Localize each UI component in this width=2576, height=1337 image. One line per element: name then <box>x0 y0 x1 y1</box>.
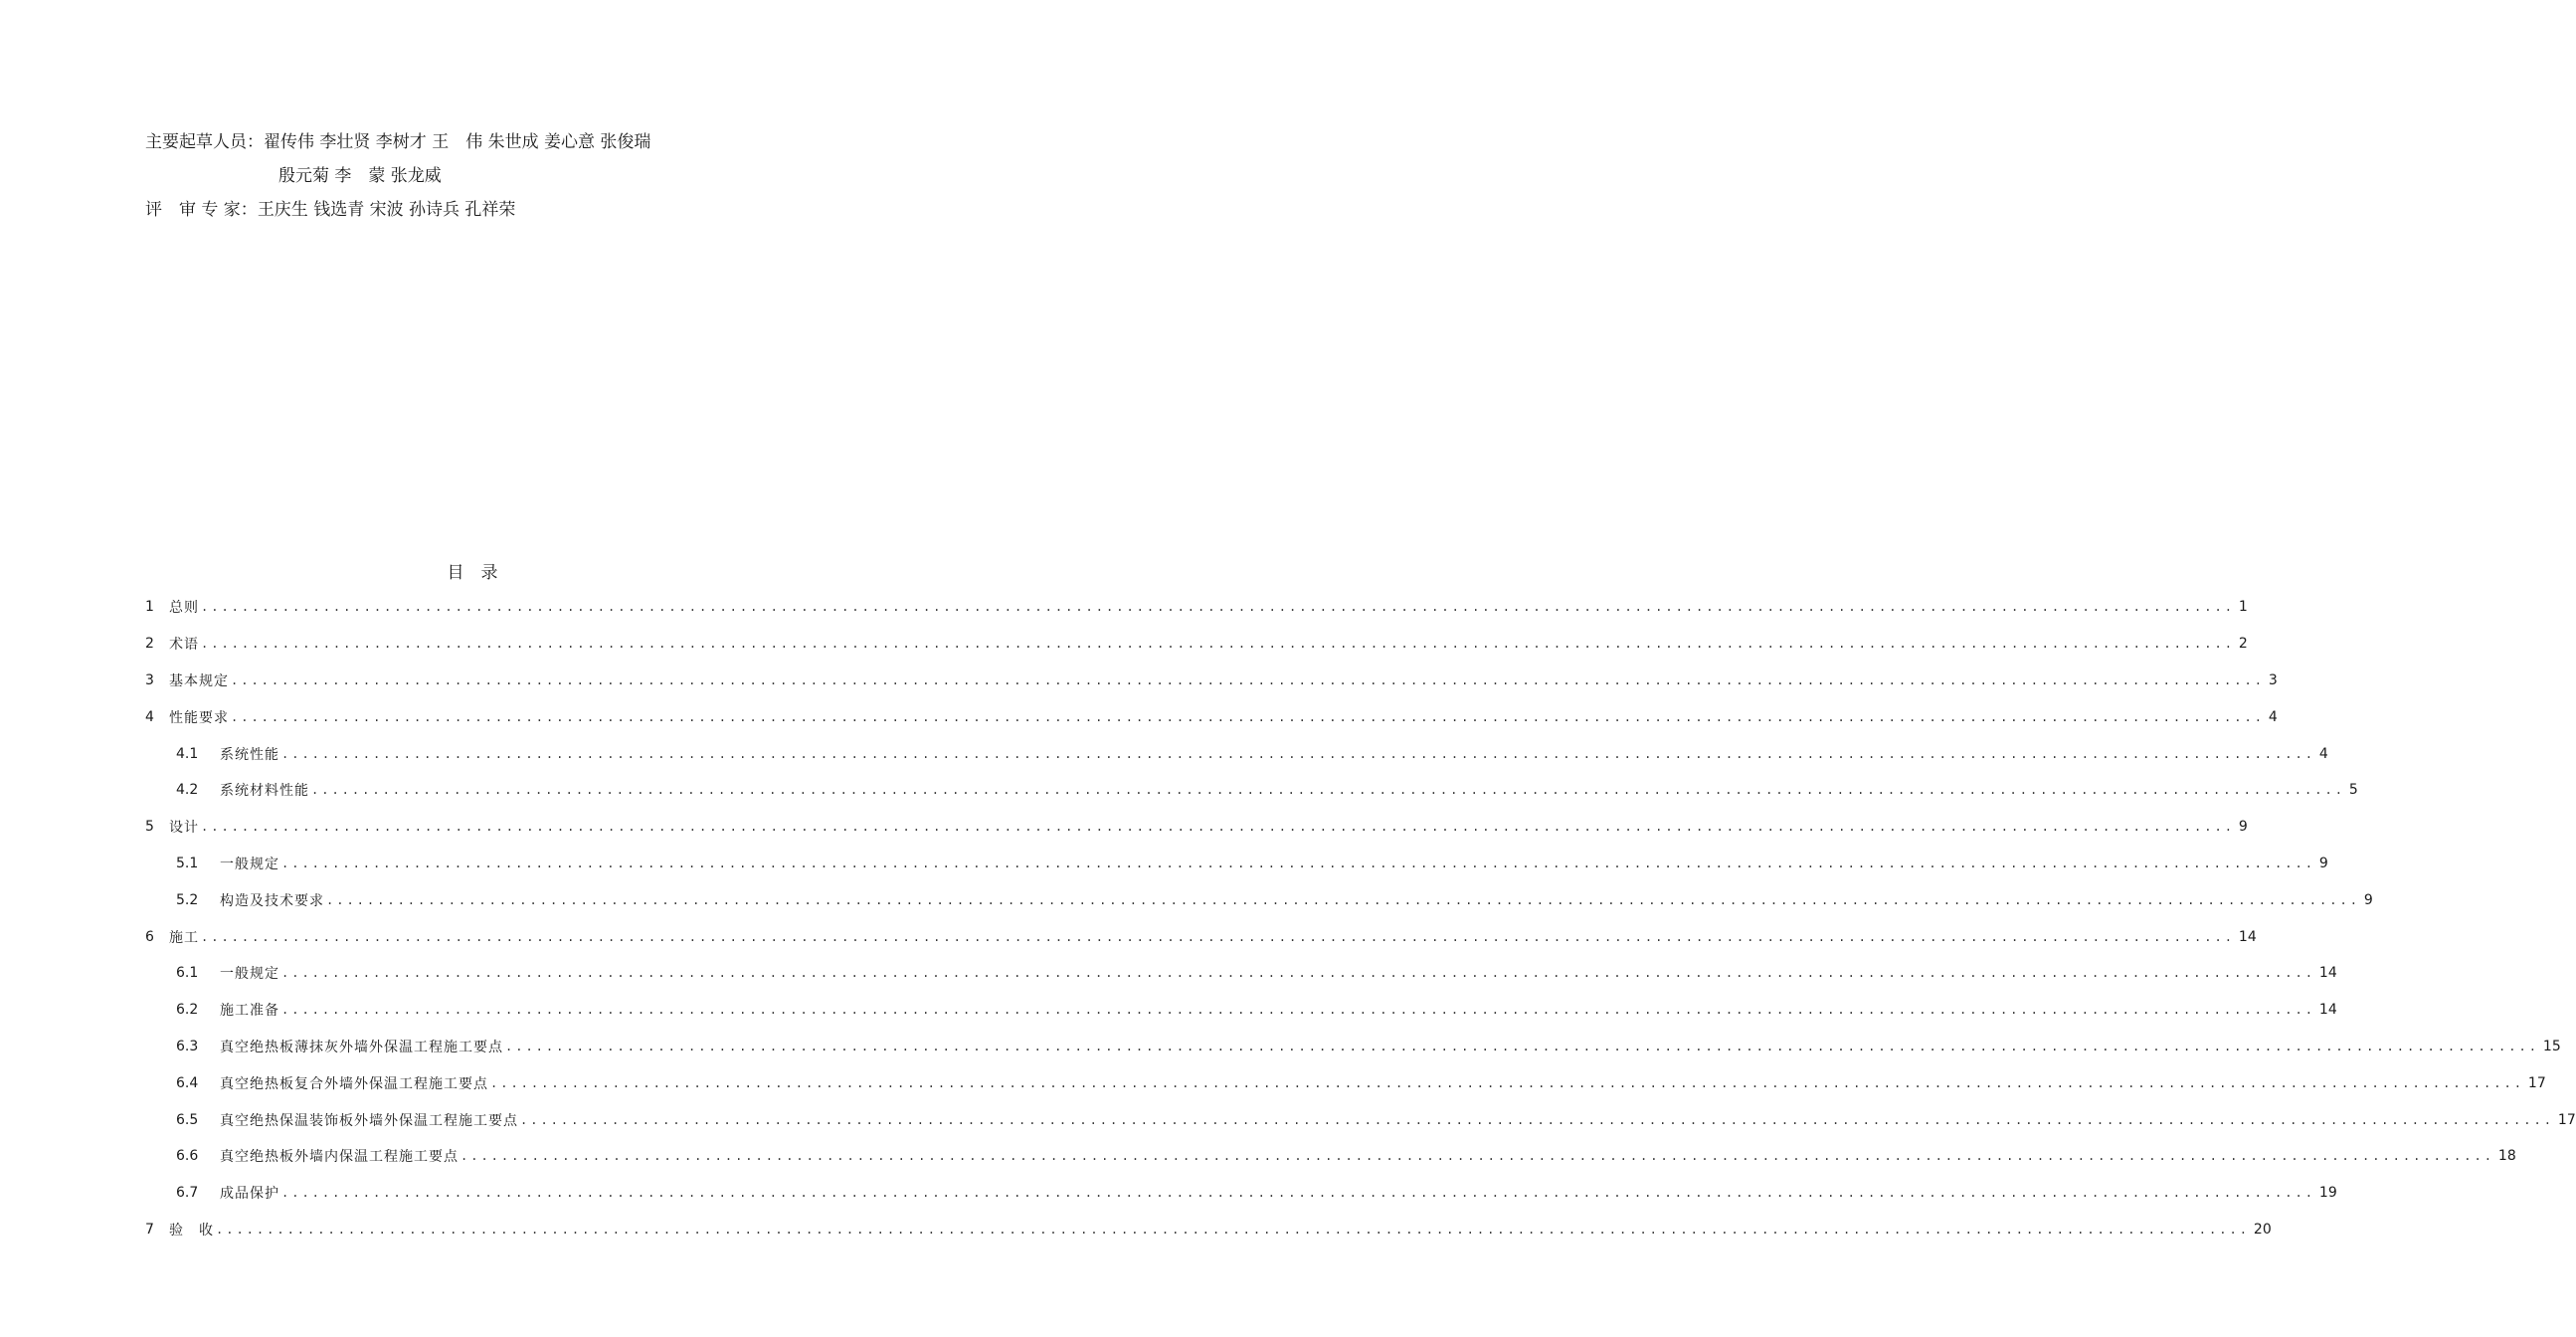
toc-entry[interactable] <box>145 626 2248 663</box>
toc-entry[interactable] <box>145 881 2373 918</box>
toc-entry-page: 18 <box>2497 1148 2516 1165</box>
toc-leader-dots: ........................................................................................................................................................................................................ <box>281 1186 2315 1201</box>
toc-entry-title: 系统性能 <box>220 746 279 763</box>
toc-entry-title: 真空绝热板外墙内保温工程施工要点 <box>220 1149 459 1166</box>
reviewers-label: 评 审 专 家： <box>145 200 258 220</box>
toc-entry-page: 3 <box>2268 671 2278 688</box>
toc-entry-page: 20 <box>2253 1221 2272 1238</box>
reviewers-names: 王庆生 钱选青 宋波 孙诗兵 孔祥荣 <box>257 200 516 220</box>
toc-leader-dots: ........................................................................................................................................................................................................ <box>326 892 2360 907</box>
toc-entry[interactable] <box>145 809 2248 846</box>
toc-entry-title: 性能要求 <box>169 709 229 726</box>
toc-entry[interactable] <box>145 735 2328 772</box>
toc-entry-title: 真空绝热板复合外墙外保温工程施工要点 <box>220 1075 488 1092</box>
toc-entry-page: 4 <box>2268 708 2278 725</box>
toc-leader-dots: ........................................................................................................................................................................................................ <box>201 637 2235 652</box>
toc-entry-title: 基本规定 <box>169 672 229 689</box>
toc-entry-title: 真空绝热保温装饰板外墙外保温工程施工要点 <box>220 1112 518 1129</box>
toc-entry-number: 5.2 <box>176 891 199 908</box>
toc-entry-title: 术语 <box>169 637 199 654</box>
toc-entry-title: 设计 <box>169 820 199 837</box>
toc-leader-dots: ........................................................................................................................................................................................................ <box>231 709 2265 724</box>
toc-entry-number: 2 <box>145 636 154 653</box>
toc-entry-number: 4.1 <box>176 745 199 762</box>
toc-leader-dots: ........................................................................................................................................................................................................ <box>281 1003 2315 1018</box>
toc-entry-number: 5 <box>145 819 154 836</box>
reviewers-row <box>145 193 650 227</box>
toc-entry-number: 6.2 <box>176 1002 199 1019</box>
toc-entry[interactable] <box>145 846 2328 882</box>
drafters-label: 主要起草人员： <box>145 132 264 152</box>
toc-entry-number: 3 <box>145 671 154 688</box>
toc-entry-title: 构造及技术要求 <box>220 892 324 909</box>
toc-leader-dots: ........................................................................................................................................................................................................ <box>520 1112 2554 1127</box>
toc-entry-page: 14 <box>2238 928 2257 945</box>
toc-entry[interactable] <box>145 772 2358 809</box>
toc-entry-number: 6 <box>145 928 154 945</box>
toc-entry-number: 6.6 <box>176 1148 199 1165</box>
toc-entry-title: 验 收 <box>169 1222 214 1239</box>
toc-entry-title: 施工 <box>169 929 199 946</box>
toc-title: 目 录 <box>447 563 498 583</box>
drafters-row-2 <box>145 159 650 193</box>
toc-entry-page: 14 <box>2318 1002 2337 1019</box>
toc-entry-page: 9 <box>2363 891 2373 908</box>
toc-leader-dots: ........................................................................................................................................................................................................ <box>201 929 2235 944</box>
toc-entry-page: 5 <box>2348 782 2358 799</box>
toc-entry[interactable] <box>145 955 2337 992</box>
toc-entry-title: 成品保护 <box>220 1186 279 1203</box>
toc-entry-page: 14 <box>2318 965 2337 982</box>
toc-entry[interactable] <box>145 589 2248 626</box>
toc-leader-dots: ........................................................................................................................................................................................................ <box>460 1149 2494 1164</box>
table-of-contents <box>145 589 2576 1247</box>
toc-entry-page: 1 <box>2238 599 2248 616</box>
toc-leader-dots: ........................................................................................................................................................................................................ <box>201 820 2235 835</box>
toc-entry-page: 9 <box>2318 855 2328 871</box>
toc-entry-page: 17 <box>2527 1074 2546 1091</box>
toc-entry-page: 9 <box>2238 819 2248 836</box>
toc-entry-number: 4 <box>145 708 154 725</box>
toc-entry-number: 6.5 <box>176 1111 199 1128</box>
toc-entry-title: 施工准备 <box>220 1003 279 1020</box>
toc-entry-page: 17 <box>2557 1111 2576 1128</box>
toc-leader-dots: ........................................................................................................................................................................................................ <box>281 966 2315 981</box>
toc-entry[interactable] <box>145 1029 2561 1065</box>
toc-entry-number: 4.2 <box>176 782 199 799</box>
personnel-section <box>145 125 650 227</box>
toc-entry[interactable] <box>145 698 2278 735</box>
toc-leader-dots: ........................................................................................................................................................................................................ <box>490 1075 2524 1090</box>
toc-leader-dots: ........................................................................................................................................................................................................ <box>311 783 2345 798</box>
toc-entry[interactable] <box>145 992 2337 1029</box>
toc-entry-page: 2 <box>2238 636 2248 653</box>
toc-leader-dots: ........................................................................................................................................................................................................ <box>216 1222 2250 1237</box>
toc-leader-dots: ........................................................................................................................................................................................................ <box>505 1039 2539 1053</box>
toc-entry-number: 5.1 <box>176 855 199 871</box>
toc-leader-dots: ........................................................................................................................................................................................................ <box>281 856 2315 870</box>
toc-entry[interactable] <box>145 1101 2576 1138</box>
toc-leader-dots: ........................................................................................................................................................................................................ <box>281 746 2315 761</box>
toc-entry[interactable] <box>145 663 2278 699</box>
toc-leader-dots: ........................................................................................................................................................................................................ <box>201 600 2235 615</box>
toc-entry[interactable] <box>145 1175 2337 1212</box>
toc-entry[interactable] <box>145 1138 2516 1175</box>
toc-entry-title: 系统材料性能 <box>220 783 309 800</box>
toc-entry-title: 一般规定 <box>220 856 279 872</box>
toc-leader-dots: ........................................................................................................................................................................................................ <box>231 672 2265 687</box>
toc-entry-number: 1 <box>145 599 154 616</box>
toc-entry-number: 6.4 <box>176 1074 199 1091</box>
toc-entry[interactable] <box>145 918 2257 955</box>
toc-entry[interactable] <box>145 1212 2272 1248</box>
toc-entry-title: 一般规定 <box>220 966 279 983</box>
toc-entry-number: 6.7 <box>176 1185 199 1202</box>
toc-entry-title: 真空绝热板薄抹灰外墙外保温工程施工要点 <box>220 1039 503 1055</box>
toc-entry-title: 总则 <box>169 600 199 617</box>
drafters-names-line2: 殷元菊 李 蒙 张龙威 <box>278 166 442 186</box>
toc-entry[interactable] <box>145 1064 2546 1101</box>
toc-entry-page: 19 <box>2318 1185 2337 1202</box>
toc-entry-page: 15 <box>2542 1038 2561 1054</box>
toc-entry-page: 4 <box>2318 745 2328 762</box>
drafters-row <box>145 125 650 159</box>
toc-entry-number: 6.3 <box>176 1038 199 1054</box>
drafters-names-line1: 翟传伟 李壮贤 李树才 王 伟 朱世成 姜心意 张俊瑞 <box>264 132 651 152</box>
toc-entry-number: 6.1 <box>176 965 199 982</box>
toc-entry-number: 7 <box>145 1221 154 1238</box>
